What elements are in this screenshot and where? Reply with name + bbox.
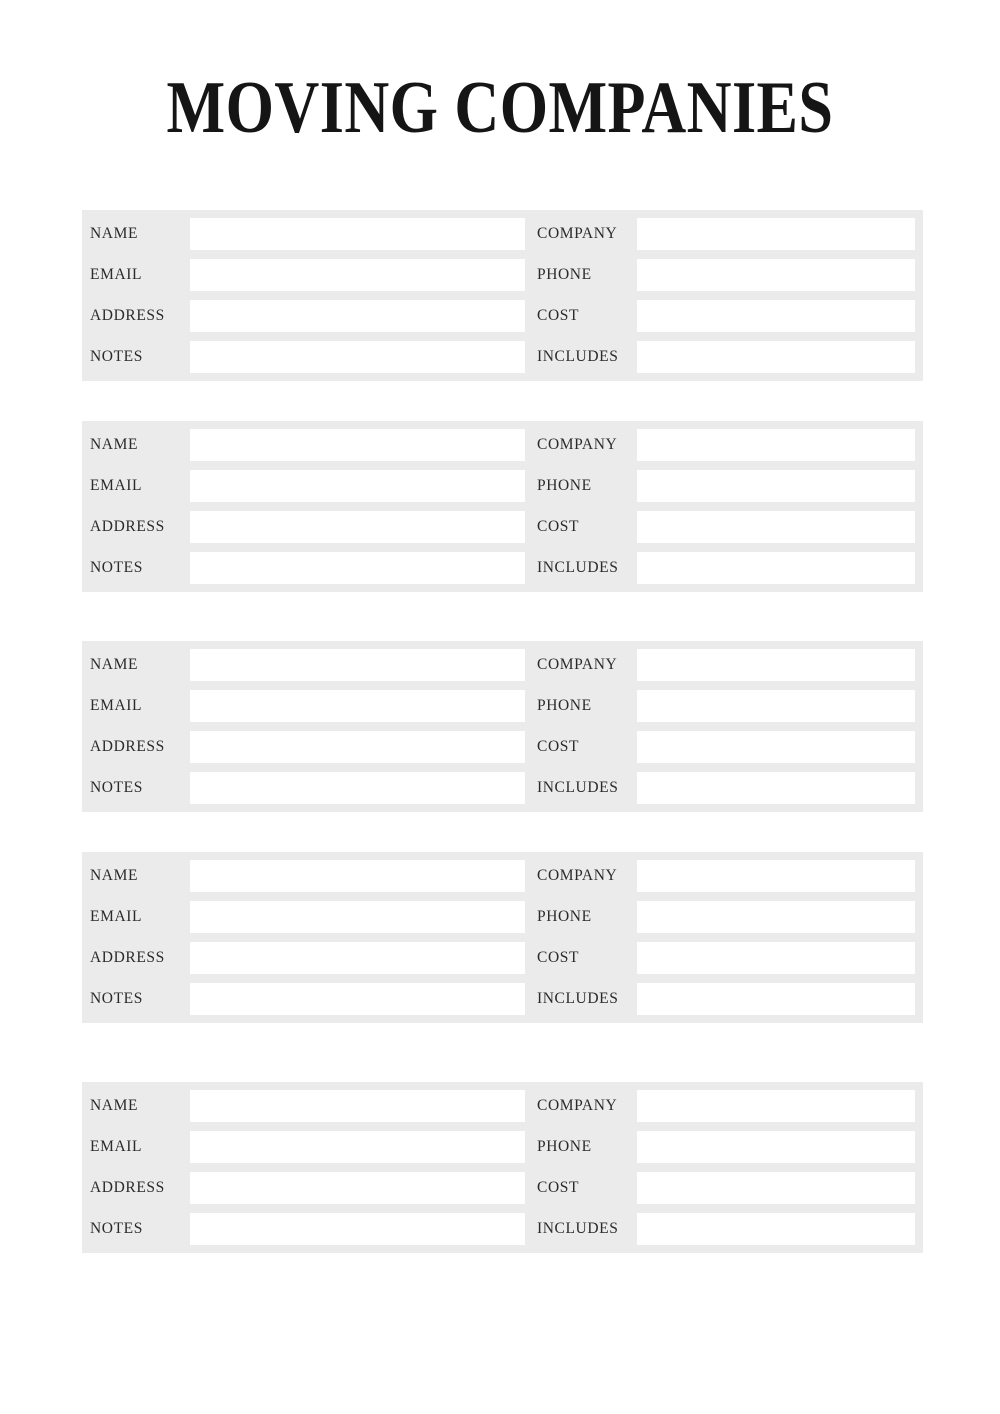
name-label: NAME [90, 1097, 139, 1114]
cost-label: COST [537, 518, 580, 535]
name-label: NAME [90, 656, 139, 673]
company-input[interactable] [637, 1090, 915, 1122]
address-label: ADDRESS [90, 738, 165, 755]
company-label: COMPANY [537, 225, 618, 242]
phone-input[interactable] [637, 690, 915, 722]
phone-label: PHONE [537, 266, 592, 283]
email-label: EMAIL [90, 477, 143, 494]
email-input[interactable] [190, 259, 525, 291]
address-label: ADDRESS [90, 518, 165, 535]
address-input[interactable] [190, 731, 525, 763]
company-input[interactable] [637, 429, 915, 461]
company-input[interactable] [637, 860, 915, 892]
notes-label: NOTES [90, 1220, 143, 1237]
name-input[interactable] [190, 860, 525, 892]
email-label: EMAIL [90, 1138, 143, 1155]
email-input[interactable] [190, 1131, 525, 1163]
phone-input[interactable] [637, 470, 915, 502]
notes-input[interactable] [190, 341, 525, 373]
cost-input[interactable] [637, 300, 915, 332]
company-label: COMPANY [537, 867, 618, 884]
address-input[interactable] [190, 1172, 525, 1204]
name-input[interactable] [190, 429, 525, 461]
email-label: EMAIL [90, 908, 143, 925]
name-input[interactable] [190, 218, 525, 250]
includes-input[interactable] [637, 1213, 915, 1245]
phone-label: PHONE [537, 1138, 592, 1155]
name-label: NAME [90, 436, 139, 453]
name-input[interactable] [190, 649, 525, 681]
includes-input[interactable] [637, 341, 915, 373]
includes-label: INCLUDES [537, 348, 619, 365]
company-label: COMPANY [537, 436, 618, 453]
address-input[interactable] [190, 300, 525, 332]
includes-input[interactable] [637, 772, 915, 804]
address-label: ADDRESS [90, 307, 165, 324]
notes-input[interactable] [190, 983, 525, 1015]
phone-input[interactable] [637, 901, 915, 933]
cost-input[interactable] [637, 1172, 915, 1204]
mover-entry-section [82, 421, 923, 592]
address-input[interactable] [190, 942, 525, 974]
notes-label: NOTES [90, 559, 143, 576]
cost-label: COST [537, 1179, 580, 1196]
notes-label: NOTES [90, 779, 143, 796]
address-label: ADDRESS [90, 1179, 165, 1196]
email-input[interactable] [190, 901, 525, 933]
phone-label: PHONE [537, 908, 592, 925]
company-input[interactable] [637, 649, 915, 681]
phone-label: PHONE [537, 697, 592, 714]
cost-input[interactable] [637, 942, 915, 974]
cost-label: COST [537, 307, 580, 324]
mover-entry-section [82, 1082, 923, 1253]
notes-label: NOTES [90, 990, 143, 1007]
cost-input[interactable] [637, 731, 915, 763]
email-label: EMAIL [90, 697, 143, 714]
mover-entry-section [82, 210, 923, 381]
company-label: COMPANY [537, 1097, 618, 1114]
notes-input[interactable] [190, 1213, 525, 1245]
phone-input[interactable] [637, 259, 915, 291]
email-input[interactable] [190, 470, 525, 502]
name-input[interactable] [190, 1090, 525, 1122]
includes-label: INCLUDES [537, 779, 619, 796]
name-label: NAME [90, 867, 139, 884]
email-input[interactable] [190, 690, 525, 722]
includes-input[interactable] [637, 552, 915, 584]
includes-label: INCLUDES [537, 990, 619, 1007]
phone-label: PHONE [537, 477, 592, 494]
email-label: EMAIL [90, 266, 143, 283]
includes-label: INCLUDES [537, 559, 619, 576]
address-label: ADDRESS [90, 949, 165, 966]
name-label: NAME [90, 225, 139, 242]
includes-input[interactable] [637, 983, 915, 1015]
notes-label: NOTES [90, 348, 143, 365]
company-label: COMPANY [537, 656, 618, 673]
phone-input[interactable] [637, 1131, 915, 1163]
notes-input[interactable] [190, 772, 525, 804]
cost-label: COST [537, 949, 580, 966]
includes-label: INCLUDES [537, 1220, 619, 1237]
cost-input[interactable] [637, 511, 915, 543]
notes-input[interactable] [190, 552, 525, 584]
company-input[interactable] [637, 218, 915, 250]
mover-entry-section [82, 641, 923, 812]
cost-label: COST [537, 738, 580, 755]
address-input[interactable] [190, 511, 525, 543]
mover-entry-section [82, 852, 923, 1023]
page-title: MOVING COMPANIES [166, 67, 834, 149]
